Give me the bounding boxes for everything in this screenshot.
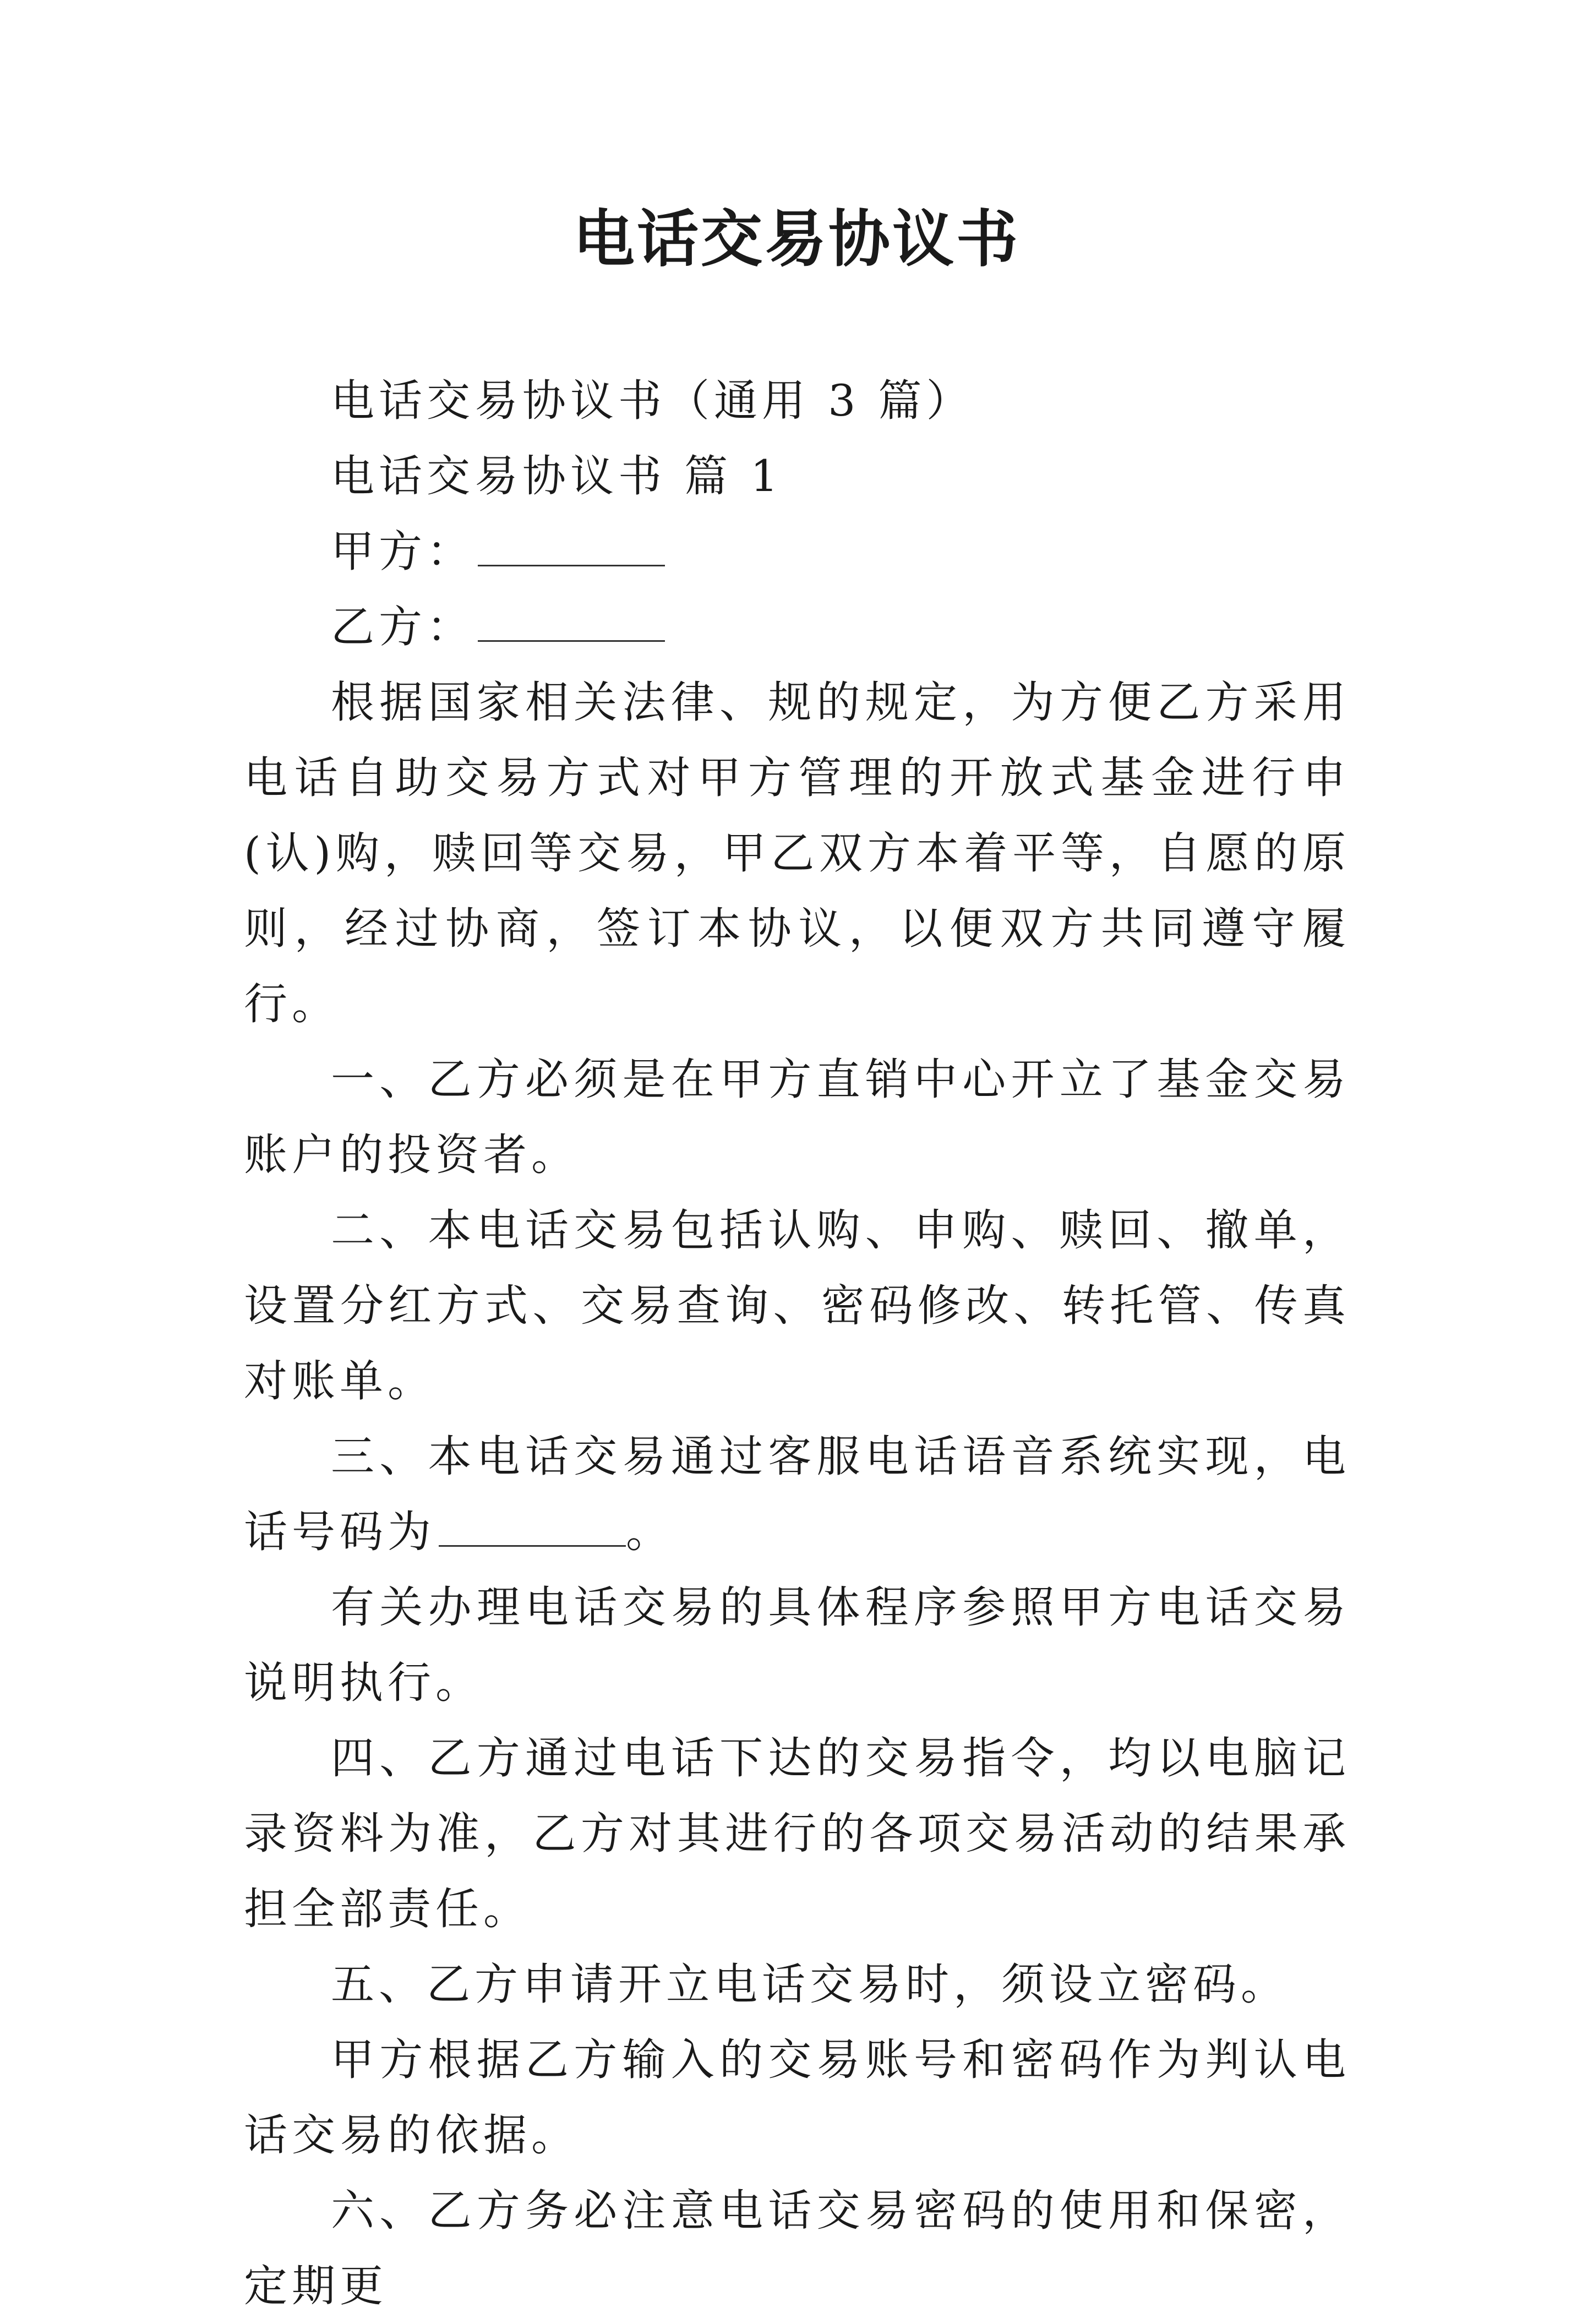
party-b-blank bbox=[478, 607, 665, 642]
document-body bbox=[244, 363, 1350, 2324]
party-b-line bbox=[244, 590, 1350, 665]
paragraph-clause-6: 六、乙方务必注意电话交易密码的使用和保密，定期更 bbox=[244, 2185, 1350, 2311]
party-a-line bbox=[244, 514, 1350, 590]
paragraph-intro: 根据国家相关法律、规的规定，为方便乙方采用电话自助交易方式对甲方管理的开放式基金进行申(认)购，赎回等交易，甲乙双方本着平等，自愿的原则，经过协商，签订本协议，以便双方共同遵守履行。 bbox=[244, 677, 1350, 1029]
paragraph-clause-2: 二、本电话交易包括认购、申购、赎回、撤单，设置分红方式、交易查询、密码修改、转托管、传真对账单。 bbox=[244, 1205, 1350, 1406]
party-a-blank bbox=[478, 532, 665, 566]
paragraph-clause-3 bbox=[244, 1419, 1350, 1570]
paragraph-clause-5: 五、乙方申请开立电话交易时，须设立密码。 bbox=[331, 1959, 1289, 2010]
party-a-label: 甲方： bbox=[331, 526, 474, 577]
document-title: 电话交易协议书 bbox=[573, 203, 1020, 275]
party-b-label: 乙方： bbox=[331, 602, 474, 652]
section-heading: 电话交易协议书 篇 1 bbox=[331, 451, 783, 501]
clause-3-suffix: 。 bbox=[626, 1507, 674, 1557]
paragraph-clause-1: 一、乙方必须是在甲方直销中心开立了基金交易账户的投资者。 bbox=[244, 1054, 1350, 1180]
clause-3-prefix: 三、本电话交易通过客服电话语音系统实现，电话号码为 bbox=[244, 1431, 1350, 1557]
paragraph-clause-5-note: 甲方根据乙方输入的交易账号和密码作为判认电话交易的依据。 bbox=[244, 2034, 1350, 2161]
paragraph-clause-4: 四、乙方通过电话下达的交易指令，均以电脑记录资料为准，乙方对其进行的各项交易活动的结果承担全部责任。 bbox=[244, 1733, 1350, 1934]
subtitle: 电话交易协议书（通用 3 篇） bbox=[331, 375, 974, 426]
paragraph-clause-3-note: 有关办理电话交易的具体程序参照甲方电话交易说明执行。 bbox=[244, 1582, 1350, 1708]
phone-number-blank bbox=[439, 1512, 626, 1547]
